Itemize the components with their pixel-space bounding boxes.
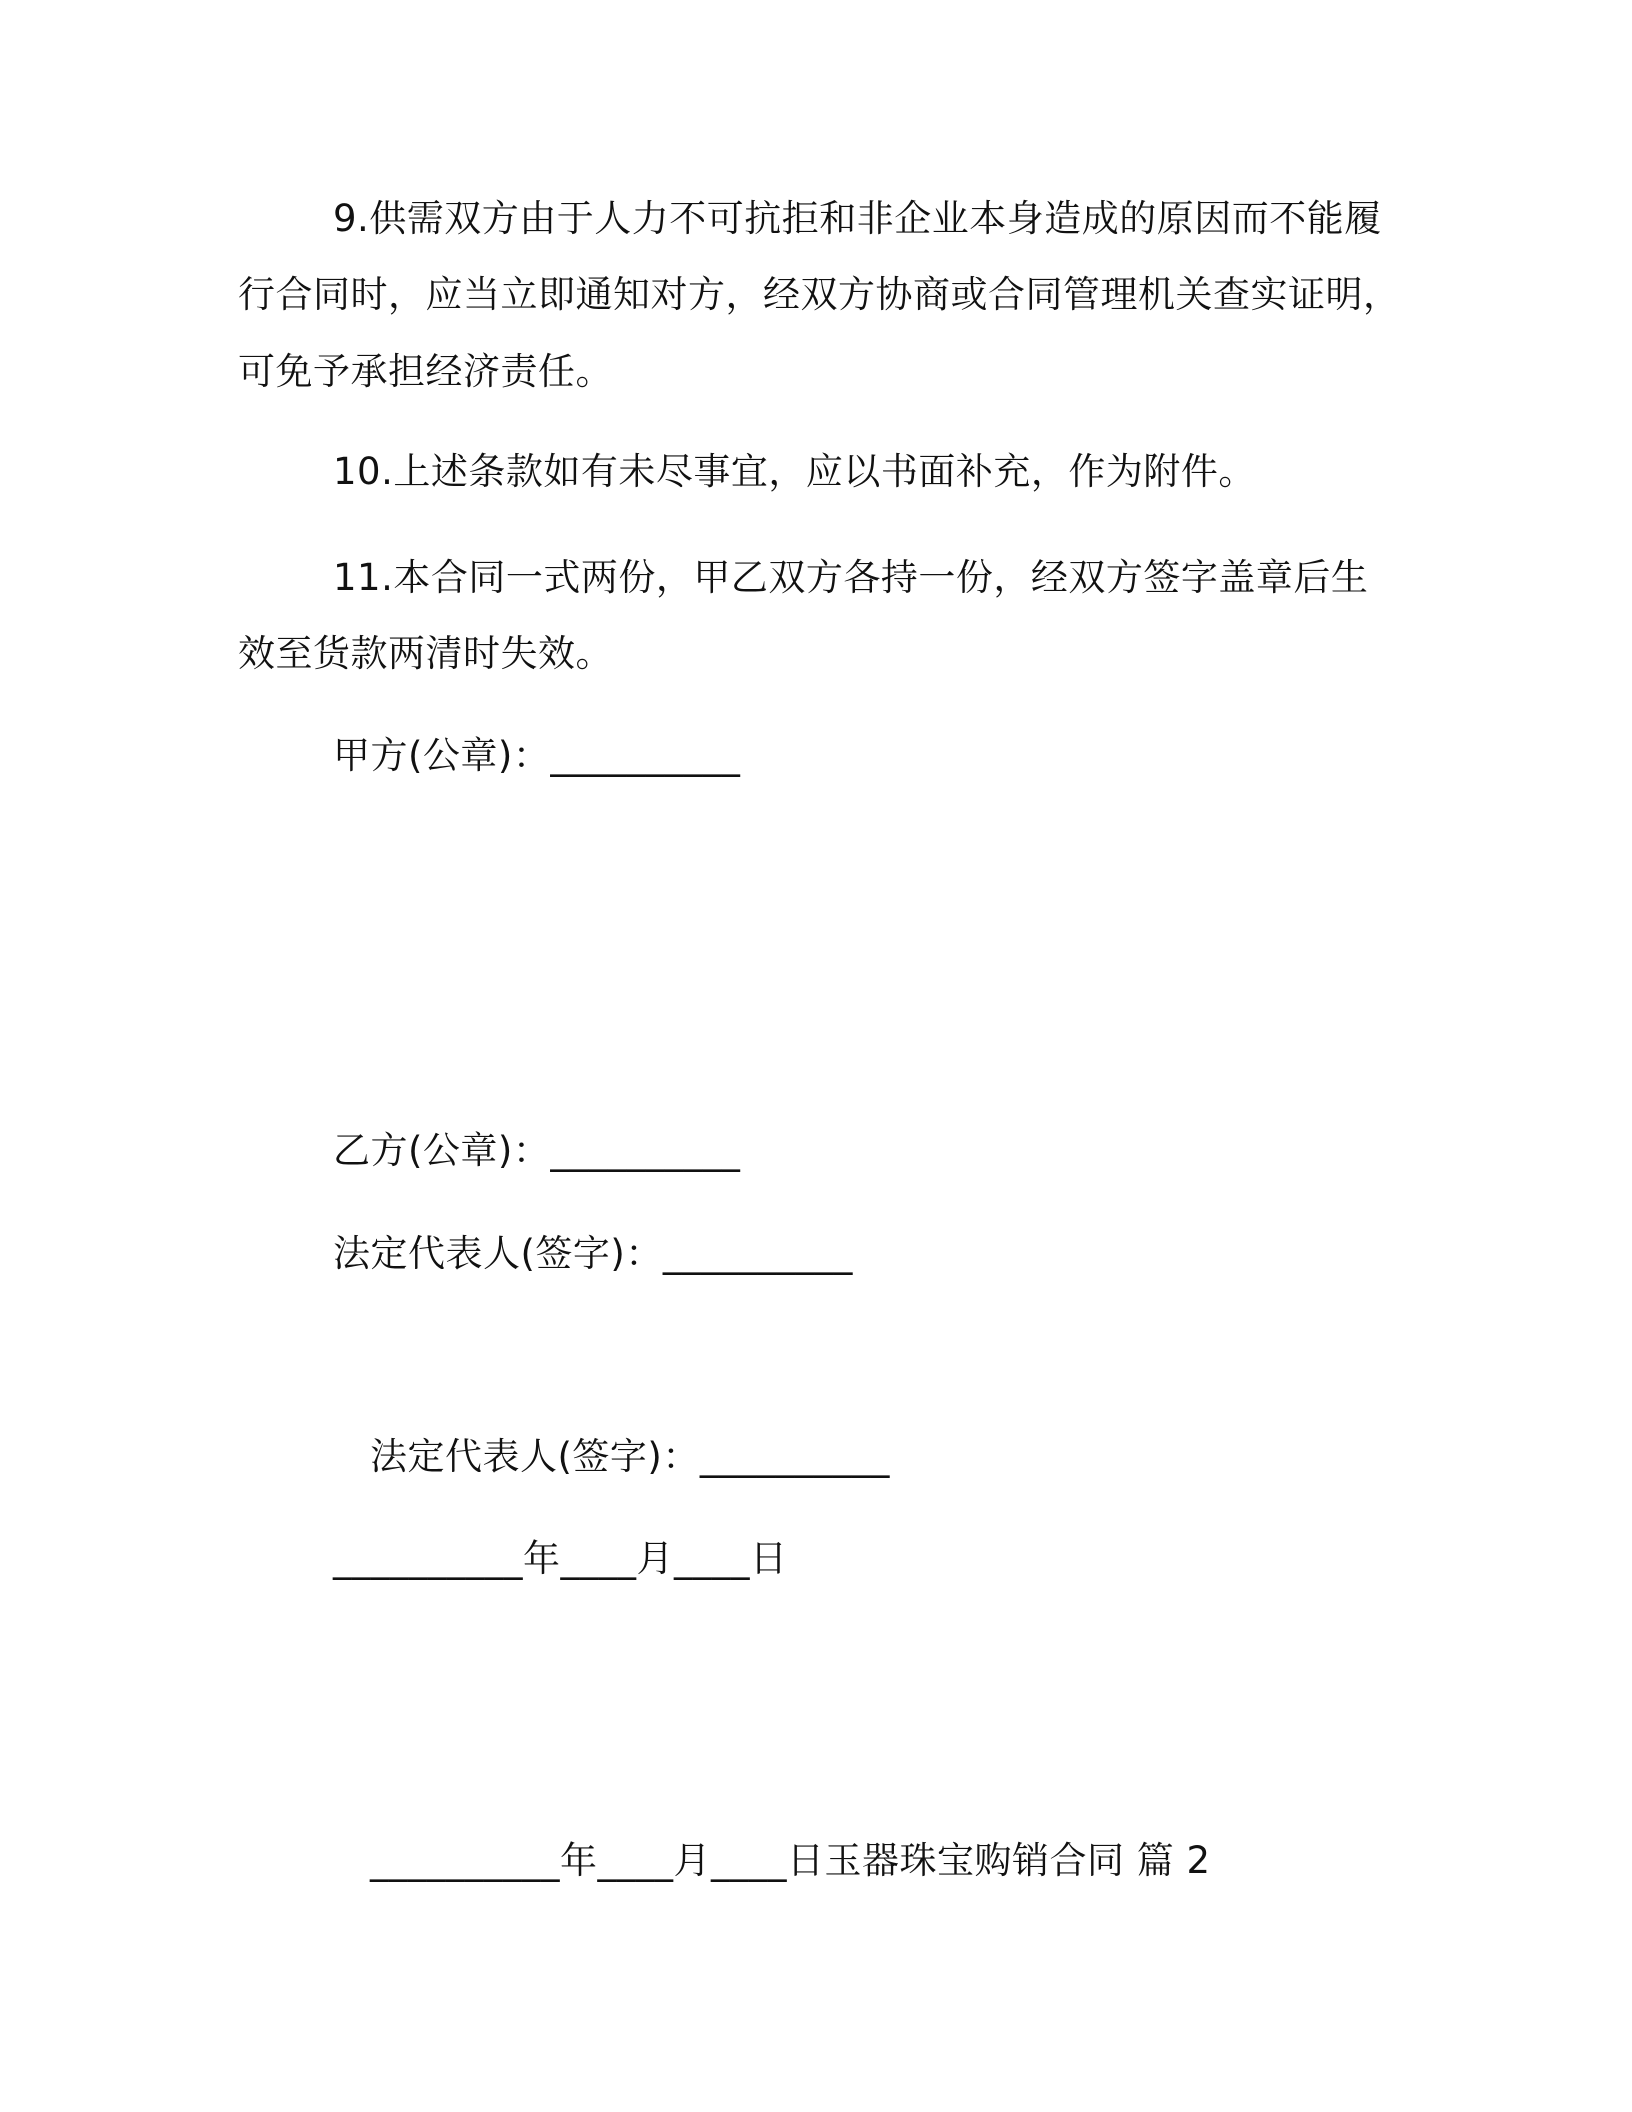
legal-rep-signature-line-1: 法定代表人(签字)：__________ bbox=[333, 1232, 853, 1275]
date-line: __________年____月____日 bbox=[333, 1537, 788, 1580]
clause-9-line-2: 行合同时，应当立即通知对方，经双方协商或合同管理机关查实证明， bbox=[238, 273, 1401, 316]
clause-11-line-2: 效至货款两清时失效。 bbox=[238, 632, 613, 675]
party-a-seal-line: 甲方(公章)：__________ bbox=[333, 734, 741, 777]
party-b-seal-line: 乙方(公章)：__________ bbox=[333, 1129, 741, 1172]
next-section-heading: __________年____月____日玉器珠宝购销合同 篇 2 bbox=[370, 1839, 1211, 1882]
clause-11-line-1: 11.本合同一式两份，甲乙双方各持一份，经双方签字盖章后生 bbox=[333, 556, 1369, 599]
clause-9-line-1: 9.供需双方由于人力不可抗拒和非企业本身造成的原因而不能履 bbox=[333, 197, 1382, 240]
clause-10-line-1: 10.上述条款如有未尽事宜，应以书面补充，作为附件。 bbox=[333, 450, 1256, 493]
clause-9-line-3: 可免予承担经济责任。 bbox=[238, 350, 613, 393]
legal-rep-signature-line-2: 法定代表人(签字)：__________ bbox=[370, 1435, 890, 1478]
